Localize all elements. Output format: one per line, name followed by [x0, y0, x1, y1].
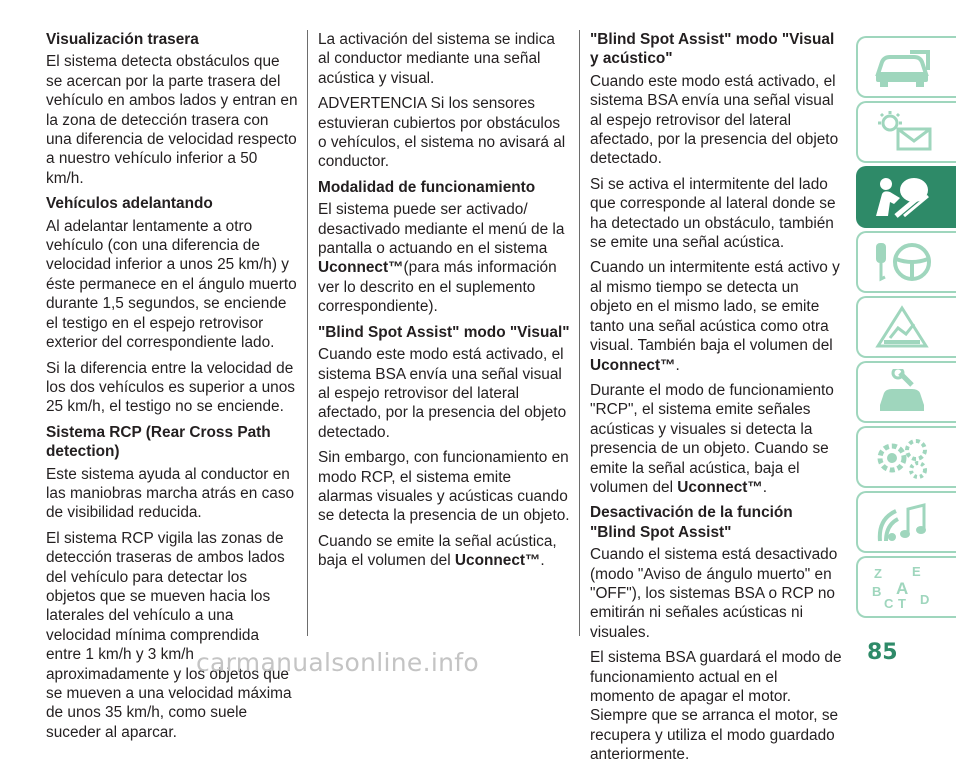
tab-dashboard-lights[interactable] — [856, 101, 956, 163]
tab-index[interactable] — [856, 556, 956, 618]
va4-text-pre: Durante el modo de funcionamiento "RCP", el sistema emite señales acústicas y visuales si detecta la presencia de un objeto. Cuando se emite la señal acústica, baja el volumen del — [590, 381, 834, 496]
index-letters-icon — [870, 564, 940, 610]
chapter-tabs — [856, 36, 956, 621]
tab-technical-data[interactable] — [856, 426, 956, 488]
car-icon — [870, 44, 940, 90]
paragraph-deactivation-1: Cuando el sistema está desactivado (modo "Aviso de ángulo muerto" en "OFF"), los sistemas BSA o RCP no emitirán ni señales acústicas ni visuales. — [590, 546, 838, 641]
index-letter-c: C — [884, 596, 894, 610]
paragraph-overtaking-1: Al adelantar lentamente a otro vehículo (con una diferencia de velocidad inferior a unos 25 km/h) y éste permanece en el ángulo muerto durante 1,5 segundos, se enciende el testigo en el espejo retrovisor exterior del correspondiente lado. — [46, 217, 297, 352]
key-steering-icon — [870, 239, 940, 285]
paragraph-rear-view: El sistema detecta obstáculos que se acercan por la parte trasera del vehículo en ambos lados y entran en la zona de detección trasera con una diferencia de velocidad respecto a nuestro vehículo inferior a 50 km/h. — [46, 53, 298, 187]
index-letter-z: Z — [874, 566, 882, 581]
tab-safety[interactable] — [856, 166, 956, 228]
watermark: carmanualsonline.info — [196, 648, 479, 677]
heading-rcp: Sistema RCP (Rear Cross Path detection) — [46, 423, 271, 461]
heading-overtaking: Vehículos adelantando — [46, 195, 213, 213]
index-letter-b: B — [872, 584, 882, 599]
paragraph-visual-3 — [318, 532, 570, 571]
page-number: 85 — [867, 640, 898, 665]
column-divider-2 — [579, 30, 580, 636]
mode-text-pre: El sistema puede ser activado/ desactivado mediante el menú de la pantalla o actuando en el sistema — [318, 201, 565, 258]
uconnect-brand: Uconnect™ — [590, 356, 676, 374]
emergency-triangle-icon — [870, 304, 940, 350]
paragraph-deactivation-2: El sistema BSA guardará el modo de funcionamiento actual en el momento de apagar el motor. Siempre que se arranca el motor, se recupera y utiliza el modo guardado anteriormente. — [590, 649, 842, 764]
tab-maintenance[interactable] — [856, 361, 956, 423]
paragraph-va-4 — [590, 381, 842, 497]
paragraph-rcp-1: Este sistema ayuda al conductor en las maniobras marcha atrás en caso de visibilidad reducida. — [46, 465, 295, 522]
paragraph-va-1: Cuando este modo está activado, el sistema BSA envía una señal visual al espejo retrovisor del lateral afectado, por la presencia del objeto detectado. — [590, 72, 839, 168]
tab-starting-driving[interactable] — [856, 231, 956, 293]
tab-multimedia[interactable] — [856, 491, 956, 553]
va4-text-post: . — [762, 478, 768, 496]
visual3-text-pre: Cuando se emite la señal acústica, baja el volumen del — [318, 532, 557, 570]
column-1 — [46, 30, 298, 748]
paragraph-overtaking-2: Si la diferencia entre la velocidad de los dos vehículos es superior a unos 25 km/h, el testigo no se enciende. — [46, 359, 295, 416]
paragraph-rcp-2: El sistema RCP vigila las zonas de detección traseras de ambos lados del vehículo para detectar los objetos que se mueven hacia los laterales del vehículo a una velocidad mínima comprendida entre 1 km/h y 3 km/h aproximadamente y los objetos que se mueven a una velocidad máxima de unos 35 km/h, como suele suceder al aparcar. — [46, 529, 292, 741]
airbag-icon — [870, 174, 940, 220]
va3-text-pre: Cuando un intermitente está activo y al mismo tiempo se detecta un objeto en el mismo lado, se emite tanto una señal acústica como otra visual. También baja el volumen del — [590, 259, 840, 355]
paragraph-activation: La activación del sistema se indica al conductor mediante una señal acústica y visual. — [318, 31, 555, 87]
warning-lights-icon — [870, 109, 940, 155]
media-icon — [870, 499, 940, 545]
uconnect-brand: Uconnect™ — [454, 552, 541, 570]
visual3-text-post: . — [540, 552, 545, 570]
index-letter-t: T — [898, 596, 906, 610]
column-divider-1 — [307, 30, 308, 636]
heading-rear-view: Visualización trasera — [46, 31, 199, 48]
wrench-car-icon — [870, 369, 940, 415]
paragraph-visual-1: Cuando este modo está activado, el sistema BSA envía una señal visual al espejo retrovisor del lateral afectado, por la presencia del objeto detectado. — [318, 346, 567, 441]
tab-emergency[interactable] — [856, 296, 956, 358]
uconnect-brand: Uconnect™ — [318, 259, 404, 277]
index-letter-e: E — [912, 564, 921, 579]
paragraph-va-3 — [590, 258, 842, 374]
heading-visual-acoustic-mode: "Blind Spot Assist" modo "Visual y acústico" — [590, 31, 835, 68]
heading-deactivation: Desactivación de la función "Blind Spot Assist" — [590, 504, 793, 541]
heading-operating-mode: Modalidad de funcionamiento — [318, 178, 536, 196]
index-letter-d: D — [920, 592, 930, 607]
index-letter-a: A — [896, 579, 909, 598]
mode-text-post: (para más información ver lo descrito en el suplemento correspondiente). — [318, 259, 557, 316]
paragraph-operating-mode — [318, 200, 570, 316]
tab-vehicle[interactable] — [856, 36, 956, 98]
column-2 — [318, 30, 570, 577]
va3-text-post: . — [675, 356, 680, 374]
gears-icon — [870, 434, 940, 480]
paragraph-va-2: Si se activa el intermitente del lado que corresponde al lateral donde se ha detectado un obstáculo, también se emite una señal acústica. — [590, 175, 836, 252]
uconnect-brand: Uconnect™ — [677, 478, 763, 496]
heading-visual-mode: "Blind Spot Assist" modo "Visual" — [318, 323, 570, 341]
paragraph-warning: ADVERTENCIA Si los sensores estuvieran cubiertos por obstáculos o vehículos, el sistema no avisará al conductor. — [318, 95, 566, 171]
column-3 — [590, 30, 842, 771]
paragraph-visual-2: Sin embargo, con funcionamiento en modo RCP, el sistema emite alarmas visuales y acústicas cuando se detecta la presencia de un objeto. — [318, 449, 570, 525]
